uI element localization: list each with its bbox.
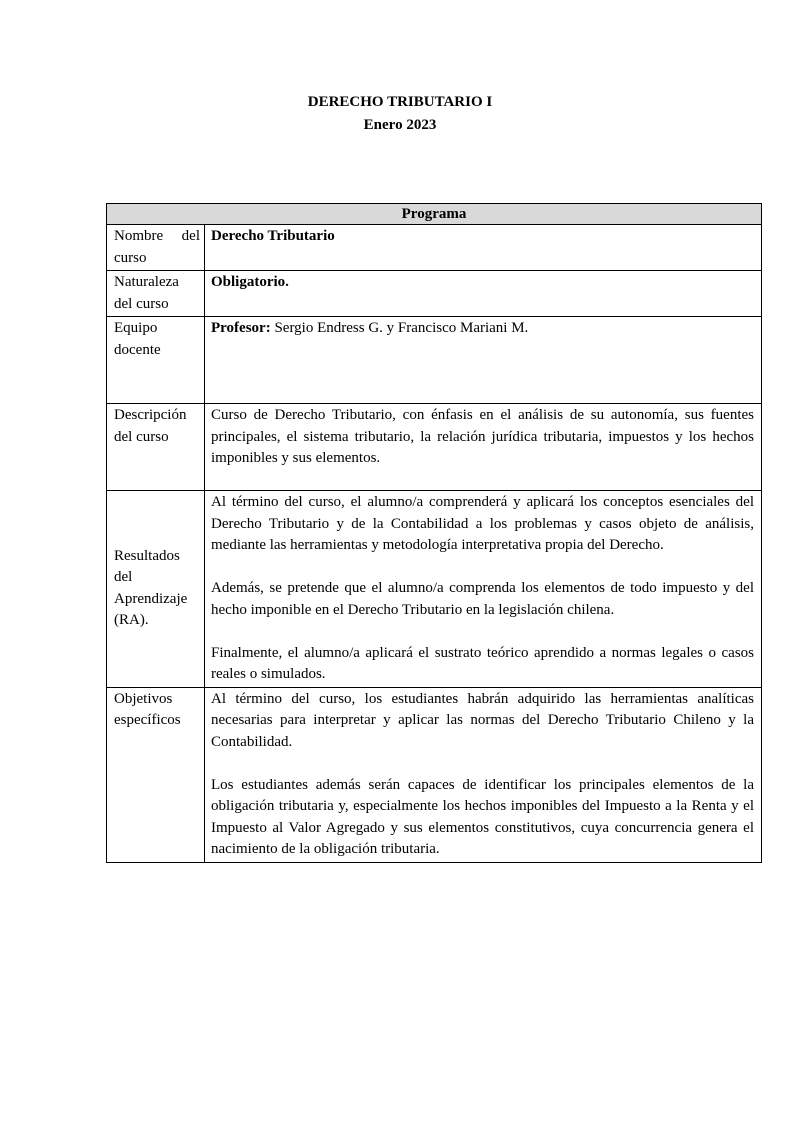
row-value-equipo xyxy=(205,317,762,404)
row-label-descripcion: Descripción del curso xyxy=(107,404,205,491)
row-value-resultados xyxy=(205,491,762,688)
table-row-objetivos xyxy=(107,687,762,862)
row-value-nombre xyxy=(205,225,762,271)
resultados-paragraph-1: Al término del curso, el alumno/a comprenderá y aplicará los conceptos esenciales del Derecho Tributario y de la Contabilidad a los problemas y casos objeto de análisis, mediante las herramientas y metodología interpretativa propia del Derecho. xyxy=(211,494,754,553)
row-label-nombre: Nombre del curso xyxy=(107,225,205,271)
document-title: DERECHO TRIBUTARIO I xyxy=(307,94,493,110)
table-row-equipo xyxy=(107,317,762,404)
table-header-row xyxy=(107,204,762,225)
professor-names: Sergio Endress G. y Francisco Mariani M. xyxy=(270,320,529,336)
row-label-naturaleza: Naturaleza del curso xyxy=(107,271,205,317)
objetivos-paragraph-1: Al término del curso, los estudiantes habrán adquirido las herramientas analíticas necesarias para interpretar y aplicar las normas del Derecho Tributario Chileno y la Contabilidad. xyxy=(211,690,754,750)
row-value-objetivos xyxy=(205,687,762,862)
professor-prefix: Profesor: xyxy=(211,320,271,336)
table-row-descripcion xyxy=(107,404,762,491)
resultados-paragraph-3: Finalmente, el alumno/a aplicará el sustrato teórico aprendido a normas legales o casos reales o simulados. xyxy=(211,644,754,682)
table-row-naturaleza xyxy=(107,271,762,317)
objetivos-paragraph-2: Los estudiantes además serán capaces de identificar los principales elementos de la obligación tributaria y, especialmente los hechos imponibles del Impuesto a la Renta y el Impuesto al Valor Agregado y sus elementos constitutivos, cuya concurrencia genera el nacimiento de la obligación tributaria. xyxy=(211,776,754,857)
table-heading: Programa xyxy=(107,204,762,225)
course-nature: Obligatorio. xyxy=(211,274,289,290)
row-label-equipo: Equipo docente xyxy=(107,317,205,404)
course-name: Derecho Tributario xyxy=(211,228,335,244)
row-value-naturaleza xyxy=(205,271,762,317)
table-row-resultados xyxy=(107,491,762,688)
row-label-objetivos: Objetivos específicos xyxy=(107,687,205,862)
document-date: Enero 2023 xyxy=(363,117,437,133)
resultados-paragraph-2: Además, se pretende que el alumno/a comprenda los elementos de todo impuesto y del hecho imponible en el Derecho Tributario en la legislación chilena. xyxy=(211,580,754,618)
table-row-nombre xyxy=(107,225,762,271)
row-label-resultados: Resultados del Aprendizaje (RA). xyxy=(107,491,205,688)
program-table xyxy=(106,203,762,863)
row-value-descripcion: Curso de Derecho Tributario, con énfasis en el análisis de su autonomía, sus fuentes principales, el sistema tributario, la relación jurídica tributaria, impuestos y los hechos imponibles y sus elementos. xyxy=(205,404,762,491)
